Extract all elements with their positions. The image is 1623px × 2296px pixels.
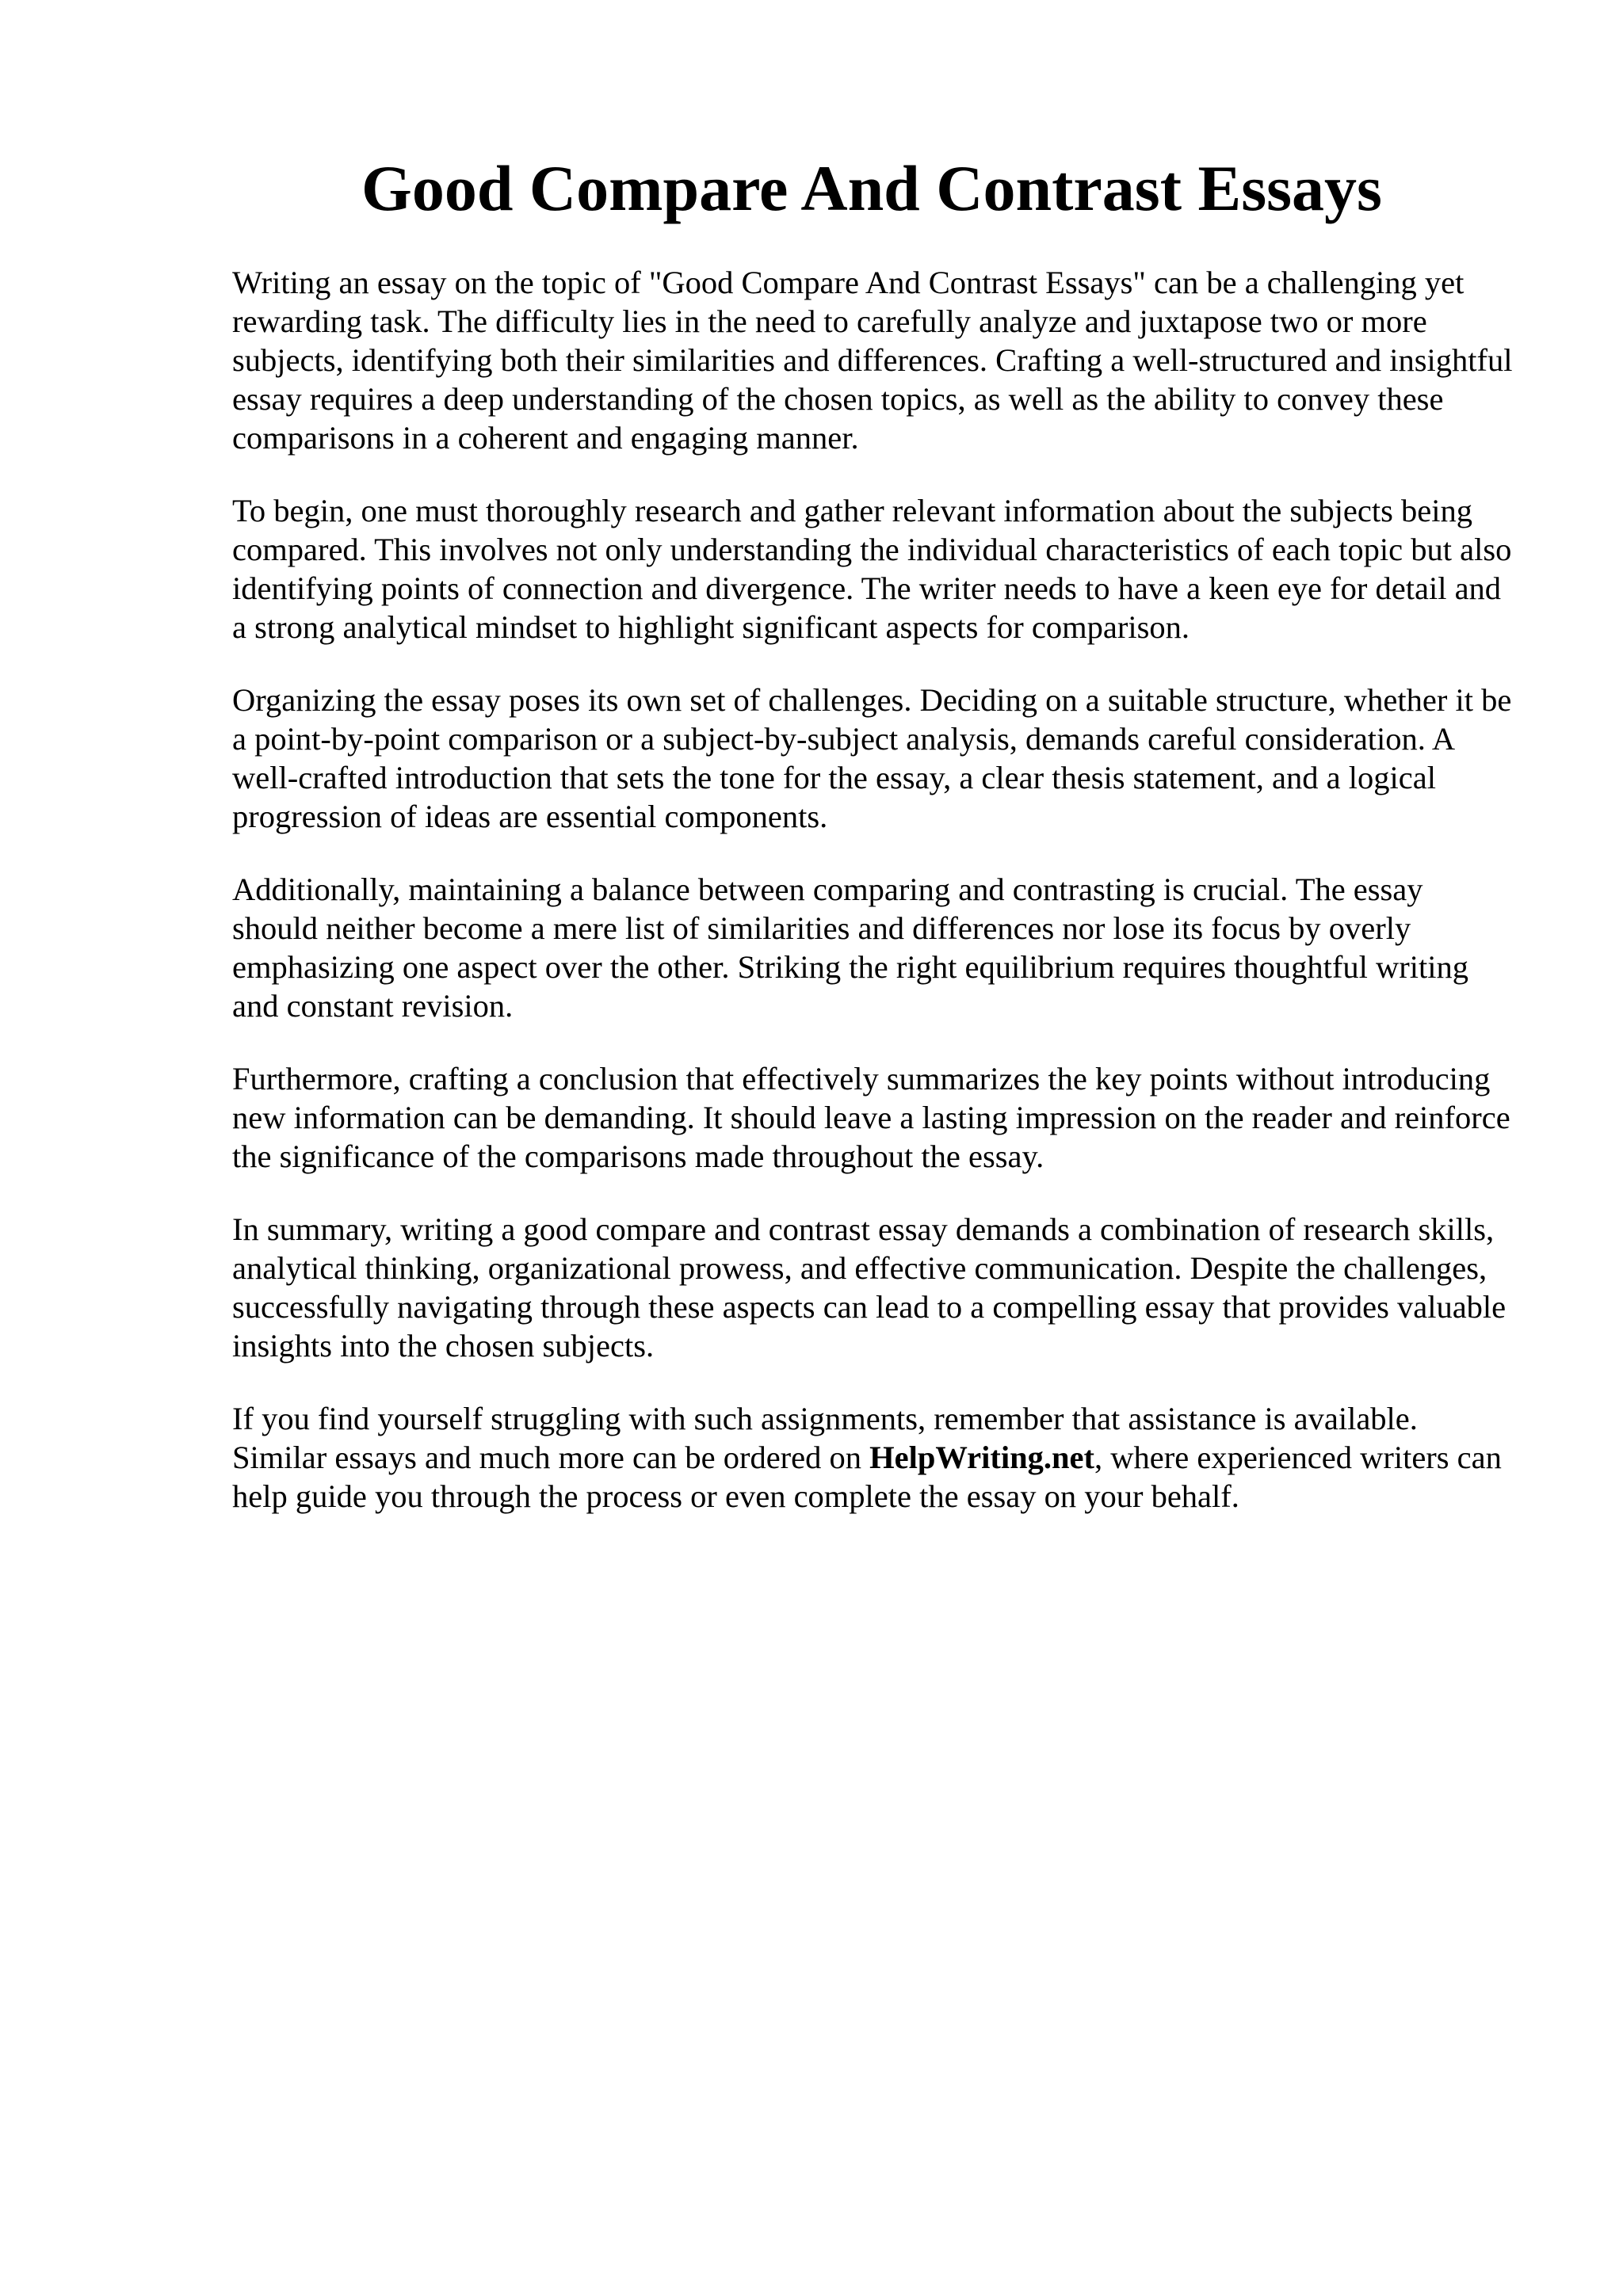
closing-text-after: , where experienced writers can help guide you through the process or even complete the essay on your behalf. <box>232 1440 1502 1514</box>
document-title: Good Compare And Contrast Essays <box>361 152 1382 224</box>
paragraph-balance: Additionally, maintaining a balance between comparing and contrasting is crucial. The essay should neither become a mere list of similarities and differences nor lose its focus by overly emphasizing one aspect over the other. Striking the right equilibrium requires thoughtful writing and constant revision. <box>232 871 1469 1024</box>
paragraph-research: To begin, one must thoroughly research and gather relevant information about the subjects being compared. This involves not only understanding the individual characteristics of each topic but also identifying points of connection and divergence. The writer needs to have a keen eye for detail and a strong analytical mindset to highlight significant aspects for comparison. <box>232 493 1512 645</box>
paragraph-intro: Writing an essay on the topic of "Good Compare And Contrast Essays" can be a challenging yet rewarding task. The difficulty lies in the need to carefully analyze and juxtapose two or more subjects, identifying both their similarities and differences. Crafting a well-structured and insightful essay requires a deep understanding of the chosen topics, as well as the ability to convey these comparisons in a coherent and engaging manner. <box>232 265 1513 456</box>
brand-name: HelpWriting.net <box>869 1440 1095 1475</box>
paragraph-organizing: Organizing the essay poses its own set of challenges. Deciding on a suitable structure, whether it be a point-by-point comparison or a subject-by-subject analysis, demands careful consideration. A well-crafted introduction that sets the tone for the essay, a clear thesis statement, and a logical progression of ideas are essential components. <box>232 682 1512 834</box>
closing-text-before: If you find yourself struggling with such assignments, remember that assistance is available. Similar essays and much more can be ordered on <box>232 1401 1418 1475</box>
paragraph-closing <box>232 1399 1516 1516</box>
document-body <box>232 263 1516 1550</box>
paragraph-summary: In summary, writing a good compare and contrast essay demands a combination of research skills, analytical thinking, organizational prowess, and effective communication. Despite the challenges, successfully navigating through these aspects can lead to a compelling essay that provides valuable insights into the chosen subjects. <box>232 1211 1507 1363</box>
paragraph-conclusion: Furthermore, crafting a conclusion that effectively summarizes the key points without introducing new information can be demanding. It should leave a lasting impression on the reader and reinforce the significance of the comparisons made throughout the essay. <box>232 1061 1510 1174</box>
